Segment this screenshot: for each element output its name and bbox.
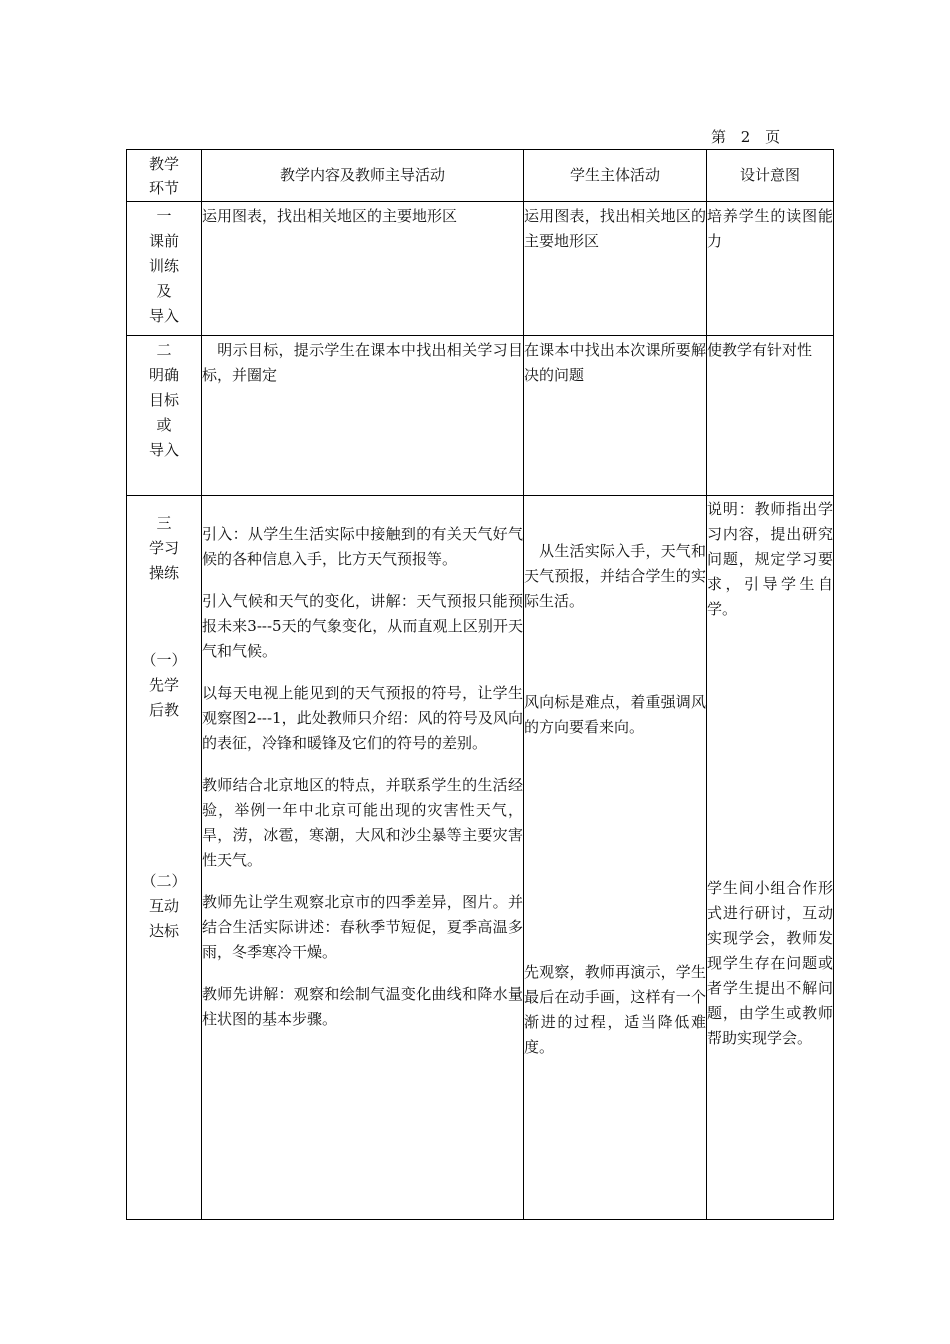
header-row <box>127 150 834 202</box>
student-paragraph: 先观察，教师再演示，学生最后在动手画，这样有一个渐进的过程，适当降低难度。 <box>524 963 706 1056</box>
page-number-prefix: 第 <box>711 128 727 146</box>
teacher-paragraph: 引入气候和天气的变化，讲解：天气预报只能预报未来3---5天的气象变化，从而直观上区别开天气和气候。 <box>202 592 523 660</box>
stage-line: 课前 <box>148 232 179 250</box>
student-activity-cell: 在课本中找出本次课所要解决的问题 <box>524 336 707 496</box>
stage-line: 学习 <box>148 539 179 557</box>
stage-line: （一） <box>141 651 187 669</box>
page-number <box>711 126 780 147</box>
design-intent-cell: 使教学有针对性 <box>707 336 834 496</box>
teacher-paragraph: 教师结合北京地区的特点，并联系学生的生活经验，举例一年中北京可能出现的灾害性天气，旱，涝，冰雹，寒潮，大风和沙尘暴等主要灾害性天气。 <box>202 776 523 869</box>
stage-line: 目标 <box>148 391 179 409</box>
header-teacher: 教学内容及教师主导活动 <box>202 150 524 202</box>
student-activity-cell: 运用图表，找出相关地区的主要地形区 <box>524 202 707 336</box>
header-stage-line1: 教学 <box>148 154 179 173</box>
stage-line: 达标 <box>148 922 179 940</box>
stage-line: （二） <box>141 872 187 890</box>
stage-line: 一 <box>156 207 172 225</box>
stage-line: 训练 <box>148 257 179 275</box>
header-stage-line2: 环节 <box>148 178 179 197</box>
stage-line: 或 <box>156 416 172 434</box>
stage-line: 操练 <box>148 564 179 582</box>
stage-cell <box>127 202 202 336</box>
stage-line: 明确 <box>148 366 179 384</box>
page-number-suffix: 页 <box>765 128 781 146</box>
teacher-activity-cell: 运用图表，找出相关地区的主要地形区 <box>202 202 524 336</box>
design-paragraph: 学生间小组合作形式进行研讨，互动实现学会，教师发现学生存在问题或者学生提出不解问题，由学生或教师帮助实现学会。 <box>707 879 833 1047</box>
header-stage <box>127 150 202 202</box>
teacher-paragraph: 引入：从学生生活实际中接触到的有关天气好气候的各种信息入手，比方天气预报等。 <box>202 525 523 568</box>
teacher-paragraph: 以每天电视上能见到的天气预报的符号，让学生观察图2---1，此处教师只介绍：风的符号及风向的表征，冷锋和暖锋及它们的符号的差别。 <box>202 684 523 752</box>
table-row <box>127 496 834 1220</box>
stage-line: 先学 <box>148 676 179 694</box>
page-number-value: 2 <box>740 128 751 146</box>
design-paragraph: 说明：教师指出学习内容，提出研究问题，规定学习要求，引导学生自学。 <box>707 500 833 618</box>
teacher-activity-cell <box>202 496 524 1220</box>
stage-line: 后教 <box>148 701 179 719</box>
student-activity-cell <box>524 496 707 1220</box>
table-row <box>127 202 834 336</box>
student-paragraph: 从生活实际入手，天气和天气预报，并结合学生的实际生活。 <box>524 542 706 610</box>
stage-cell <box>127 336 202 496</box>
teacher-paragraph: 教师先让学生观察北京市的四季差异，图片。并结合生活实际讲述：春秋季节短促，夏季高温多雨，冬季寒冷干燥。 <box>202 893 523 961</box>
lesson-plan-table <box>126 149 834 1220</box>
teacher-activity-cell: 明示目标，提示学生在课本中找出相关学习目标，并圈定 <box>202 336 524 496</box>
teacher-paragraph: 教师先讲解：观察和绘制气温变化曲线和降水量柱状图的基本步骤。 <box>202 985 523 1028</box>
stage-line: 导入 <box>148 441 179 459</box>
student-paragraph: 风向标是难点，着重强调风的方向要看来向。 <box>524 693 706 736</box>
stage-cell <box>127 496 202 1220</box>
design-intent-cell: 培养学生的读图能力 <box>707 202 834 336</box>
design-intent-cell <box>707 496 834 1220</box>
stage-line: 二 <box>156 341 172 359</box>
table-row <box>127 336 834 496</box>
stage-line: 互动 <box>148 897 179 915</box>
stage-line: 及 <box>156 282 172 300</box>
stage-line: 导入 <box>148 307 179 325</box>
header-student: 学生主体活动 <box>524 150 707 202</box>
stage-line: 三 <box>156 514 172 532</box>
header-design: 设计意图 <box>707 150 834 202</box>
